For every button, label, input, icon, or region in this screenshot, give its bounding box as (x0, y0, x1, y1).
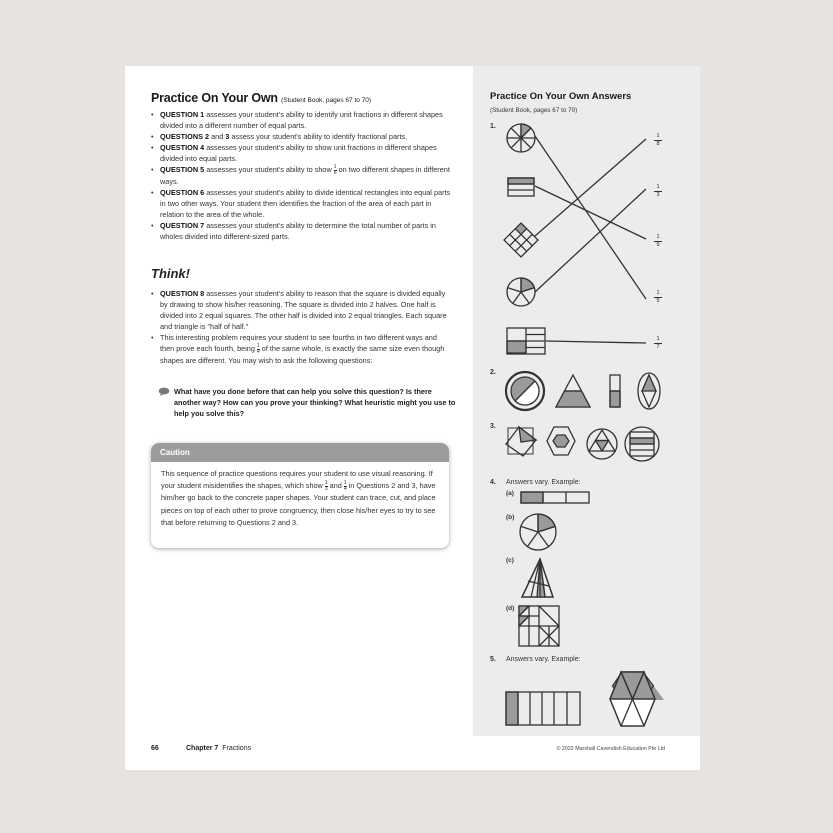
question-4-number: 4. (490, 479, 496, 486)
bullet-text: assess your student's ability to identify fractional parts. (229, 132, 408, 141)
question-3-number: 3. (490, 423, 496, 430)
footer-chapter (186, 745, 251, 752)
circle-eighths (507, 124, 535, 152)
caution-text: This sequence of practice questions requires your student to use visual reasoning. If your student misidentifies the shapes, which show (161, 469, 433, 491)
q2-triangle (556, 375, 590, 407)
fraction-numerator: 1 (656, 234, 660, 240)
bullet-lead: QUESTIONS 2 (160, 132, 210, 141)
bullet-text: This interesting problem requires your student to see fourths in two different ways and then prove each fourth, being (160, 333, 437, 353)
q2-oval-diamond (638, 373, 660, 409)
caution-box (151, 443, 449, 548)
bullet-lead: QUESTION 6 (160, 187, 205, 197)
list-item (151, 332, 451, 366)
fraction-numerator: 1 (656, 133, 660, 139)
caution-body (151, 462, 449, 535)
bullet-text: and (209, 132, 226, 141)
list-item (151, 187, 451, 220)
practice-bullets (151, 109, 451, 242)
q4c-triangle (522, 559, 553, 597)
q3-circle-triangle (587, 429, 617, 459)
copyright: © 2022 Marshall Cavendish Education Pte Ltd (556, 746, 665, 752)
matching-lines (535, 136, 646, 343)
answers-title: Practice On Your Own Answers (490, 91, 632, 102)
list-item (151, 220, 451, 242)
speech-bubble-icon (158, 387, 170, 399)
caution-text: and (327, 481, 344, 491)
bullet-lead: QUESTION 4 (160, 143, 205, 152)
fraction-denominator: 3 (654, 191, 662, 199)
q4a-bar (521, 492, 589, 503)
fraction-denominator: 3 (324, 485, 328, 492)
chapter-label: Chapter 7 (186, 745, 219, 752)
list-item (151, 288, 451, 332)
question-2-number: 2. (490, 369, 496, 376)
think-heading: Think! (151, 266, 190, 281)
fraction-numerator: 1 (656, 290, 660, 296)
page-number: 66 (151, 745, 159, 752)
guiding-questions-text: What have you done before that can help you solve this question? Is there another way? How can you prove your thinking? What heuristic might you use to help you solve this? (174, 387, 456, 418)
fraction-denominator: 8 (654, 140, 662, 148)
diamond-ninths (504, 223, 538, 257)
rectangle-thirds (508, 178, 534, 196)
bullet-text: assesses your student's ability to determine the total number of parts in wholes divided into different-sized parts. (160, 220, 436, 241)
answers-subtitle: (Student Book, pages 67 to 70) (490, 107, 578, 114)
fraction-denominator: 7 (654, 343, 662, 351)
fraction-numerator: 1 (656, 336, 660, 342)
fraction-denominator: 6 (333, 169, 337, 176)
question-1-number: 1. (490, 123, 496, 130)
q5-hexagon (610, 672, 664, 726)
rectangle-sevenths (507, 328, 545, 354)
fraction-denominator: 4 (343, 485, 347, 492)
bullet-text: assesses your student's ability to identify unit fractions in different shapes divided into a different number of equal parts. (160, 110, 443, 130)
q2-circle (506, 372, 544, 410)
list-item (151, 109, 451, 131)
q3-square-tilted (506, 427, 536, 456)
list-item (151, 131, 451, 142)
workbook-page (125, 66, 700, 770)
fraction-numerator: 1 (333, 163, 337, 170)
bullet-lead: QUESTION 1 (160, 110, 205, 119)
bullet-lead: QUESTION 8 (160, 289, 205, 298)
part-c-label: (c) (506, 557, 514, 564)
part-a-label: (a) (506, 490, 514, 497)
q2-bar (610, 375, 620, 407)
practice-heading (151, 91, 371, 105)
bullet-text: of the same whole, is exactly the same size even though shapes are different. You may wish to ask the following questions: (160, 344, 445, 365)
list-item (151, 164, 451, 187)
list-item (151, 142, 451, 164)
bullet-lead: 3 (225, 132, 230, 141)
bullet-text: assesses your student's ability to show (204, 165, 334, 174)
q4b-circle (520, 514, 556, 550)
q3-circle-square (625, 427, 659, 461)
q5-rectangle (506, 692, 580, 725)
fraction-numerator: 1 (324, 479, 328, 486)
circle-fifths (507, 278, 535, 306)
fraction-numerator: 1 (343, 479, 347, 486)
q4d-square (519, 606, 559, 646)
fraction-denominator: 9 (654, 241, 662, 249)
question-5-text: Answers vary. Example: (506, 656, 581, 663)
bullet-lead: QUESTION 7 (160, 220, 205, 230)
answer-figures (473, 66, 700, 736)
bullet-lead: QUESTION 5 (160, 165, 205, 174)
guiding-questions (158, 386, 458, 419)
fraction-denominator: 5 (654, 297, 662, 305)
think-bullets (151, 288, 451, 366)
fraction-numerator: 1 (656, 184, 660, 190)
part-d-label: (d) (506, 605, 515, 612)
fraction-denominator: 4 (256, 348, 260, 355)
part-b-label: (b) (506, 514, 515, 521)
caution-title: Caution (151, 443, 449, 462)
practice-title-sub: (Student Book, pages 67 to 70) (281, 97, 372, 104)
bullet-text: on two different shapes in different ways. (160, 165, 450, 186)
bullet-text: assesses your student's ability to show unit fractions in different shapes divided into equal parts. (160, 143, 437, 163)
bullet-text: assesses your student's ability to reason that the square is divided equally by drawing to show his/her reasoning. The square is divided into 2 halves. One half is divided into 2 equal squares. The other half is divided into 2 equal triangles. Each square and triangle is "half of half." (160, 289, 447, 331)
question-4-text: Answers vary. Example: (506, 479, 581, 486)
bullet-text: assesses your student's ability to divide identical rectangles into equal parts in two other ways. Your student then identifies the fraction of the area of each part in relation to the area of the whole. (160, 187, 451, 219)
fraction-numerator: 1 (256, 342, 260, 349)
question-5-number: 5. (490, 656, 496, 663)
chapter-name: Fractions (222, 745, 252, 752)
practice-title: Practice On Your Own (151, 91, 278, 105)
caution-text: in Questions 2 and 3, have him/her go back to the concrete paper shapes. Your student can trace, cut, and place pieces on top of each other to prove congruency, then close his/her eyes to try to see that before returning to Questions 2 and 3. (161, 481, 436, 527)
q3-hexagon (547, 427, 575, 455)
